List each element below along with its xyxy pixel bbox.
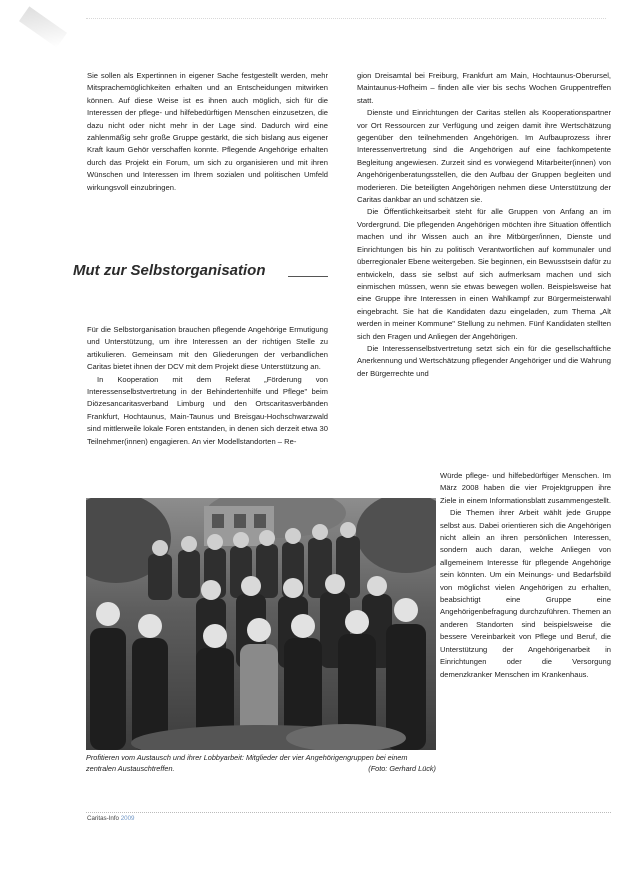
footer-year: 2009 — [120, 815, 135, 822]
group-photo — [86, 498, 436, 750]
caption-text: Profitieren vom Austausch und ihrer Lobbyarbeit: Mitglieder der vier Angehörigengruppen bei einem zentralen Austauschtreffen. — [86, 753, 408, 773]
paragraph: Würde pflege- und hilfebedürftiger Menschen. Im März 2008 haben die vier Projektgruppen ihre Ziele in einem Informationsblatt zusammengestellt. — [440, 471, 611, 505]
paragraph: Die Öffentlichkeitsarbeit steht für alle Gruppen von Anfang an im Vordergrund. Die pflegenden Angehörigen möchten ihre Situation öffentlich machen und ihr Wissen auch an ihre Mitbürger/innen, Dienste und Einrichtungen bis hin zu politisch Verantwortlichen auf kommunaler und überregionaler Ebene weitergeben. Sie beginnen, ein Bewusstsein dafür zu entwickeln, dass sie selbst auf sich aufmerksam machen und sich einmischen müssen, wenn sie etwas bewegen wollen. Beispielsweise hat eine Gruppe ihre Interessen in einen Wahlkampf zur Bürgermeisterwahl eingebracht. Sie hat die Kandidaten dazu eingeladen, zum Thema „Alt werden in meiner Kommune" Stellung zu nehmen. Fünf Kandidaten stellten sich den Fragen und Anliegen der Angehörigen. — [357, 207, 611, 341]
paragraph: gion Dreisamtal bei Freiburg, Frankfurt am Main, Hochtaunus-Oberursel, Maintaunus-Hofheim – finden alle vier bis sechs Wochen Gruppentreffen statt. — [357, 71, 611, 105]
heading-rule — [288, 276, 328, 277]
top-dotted-rule — [86, 18, 606, 19]
page-footer — [87, 815, 134, 822]
paragraph: Die Interessenselbstvertretung setzt sich ein für die gesellschaftliche Anerkennung und Wertschätzung pflegender Angehöriger und die Wahrung der Bürgerrechte und — [357, 343, 611, 378]
footer-rule — [86, 812, 611, 813]
paragraph: In Kooperation mit dem Referat „Förderung von Interessenselbstvertretung in der Behindertenhilfe und Pflege" beim Diözesancaritasverband Limburg und den Ortscaritasverbänden Frankfurt, Hochtaunus, Main-Taunus und Breisgau-Hochschwarzwald sind mittlerweile lokale Foren entstanden, in denen sich derzeit etwa 30 Teilnehmer(innen) engagieren. An vier Modellstandorten – Re- — [87, 374, 328, 446]
section-heading: Mut zur Selbstorganisation — [73, 262, 266, 279]
paragraph: Sie sollen als Expertinnen in eigener Sache festgestellt werden, mehr Mitsprachemöglichkeiten erhalten und an Entscheidungen mitwirken können. Auf diese Weise ist es ihnen auch möglich, sich für die Interessen der pflege- und hilfebedürftigen Menschen einzusetzen, die dazu nicht oder nicht mehr in der Lage sind. Dadurch wird eine zahlenmäßig sehr große Gruppe gestärkt, die sich bislang aus eigener Kraft kaum Gehör verschaffen konnte. Pflegende Angehörige erhalten durch das Projekt ein Forum, um sich zu organisieren und mit ihren Wünschen und Interessen im Ihrem sozialen und politischen Umfeld wirkungsvoll einzubringen. — [87, 71, 328, 192]
paragraph: Dienste und Einrichtungen der Caritas stellen als Kooperationspartner vor Ort Ressourcen zur Verfügung und zeigen damit ihre Wertschätzung gegenüber den teilnehmenden Angehörigen. Im Aufbauprozess ihrer Interessenvertretung sind die Angehörigen auf eine fachkompetente Begleitung angewiesen. Zurzeit sind es vorwiegend Mitarbeiter(innen) von Angehörigenberatungsstellen, die den Aufbau der Gruppen begleiten und moderieren. Die beteiligten Angehörigen nehmen diese Unterstützung der Caritas dankbar an und schätzen sie. — [357, 108, 611, 205]
photo-caption — [86, 752, 436, 774]
paragraph: Die Themen ihrer Arbeit wählt jede Gruppe selbst aus. Dabei orientieren sich die Angehörigen nicht allein an ihren persönlichen Interessen, sondern auch daran, welche Anliegen von allgemeinem Interesse für pflegende Angehörige sein könnten. Um ein Meinungs- und Bedarfsbild von möglichst vielen Angehörigen zu erhalten, beabsichtigt eine Gruppe eine Angehörigenbefragung durchzuführen. Themen an anderen Standorten sind beispielsweise die bessere Vereinbarkeit von Pflege und Beruf, die Unterstützung der Angehörigenarbeit in Einrichtungen oder die Versorgung demenzkranker Menschen im Krankenhaus. — [440, 508, 611, 679]
left-column-section — [87, 324, 328, 448]
left-column-intro — [87, 70, 328, 194]
corner-scan-mark — [19, 6, 67, 47]
paragraph: Für die Selbstorganisation brauchen pflegende Angehörige Ermutigung und Unterstützung, um ihre Interessen an der richtigen Stelle zu artikulieren. Gemeinsam mit den Gliederungen der verbandlichen Caritas bietet ihnen der DCV mit dem Projekt diese Unterstützung an. — [87, 325, 328, 372]
right-column-top — [357, 70, 611, 380]
footer-label: Caritas-Info — [87, 815, 119, 822]
photo-credit: (Foto: Gerhard Lück) — [368, 764, 436, 773]
right-column-bottom — [440, 470, 611, 681]
